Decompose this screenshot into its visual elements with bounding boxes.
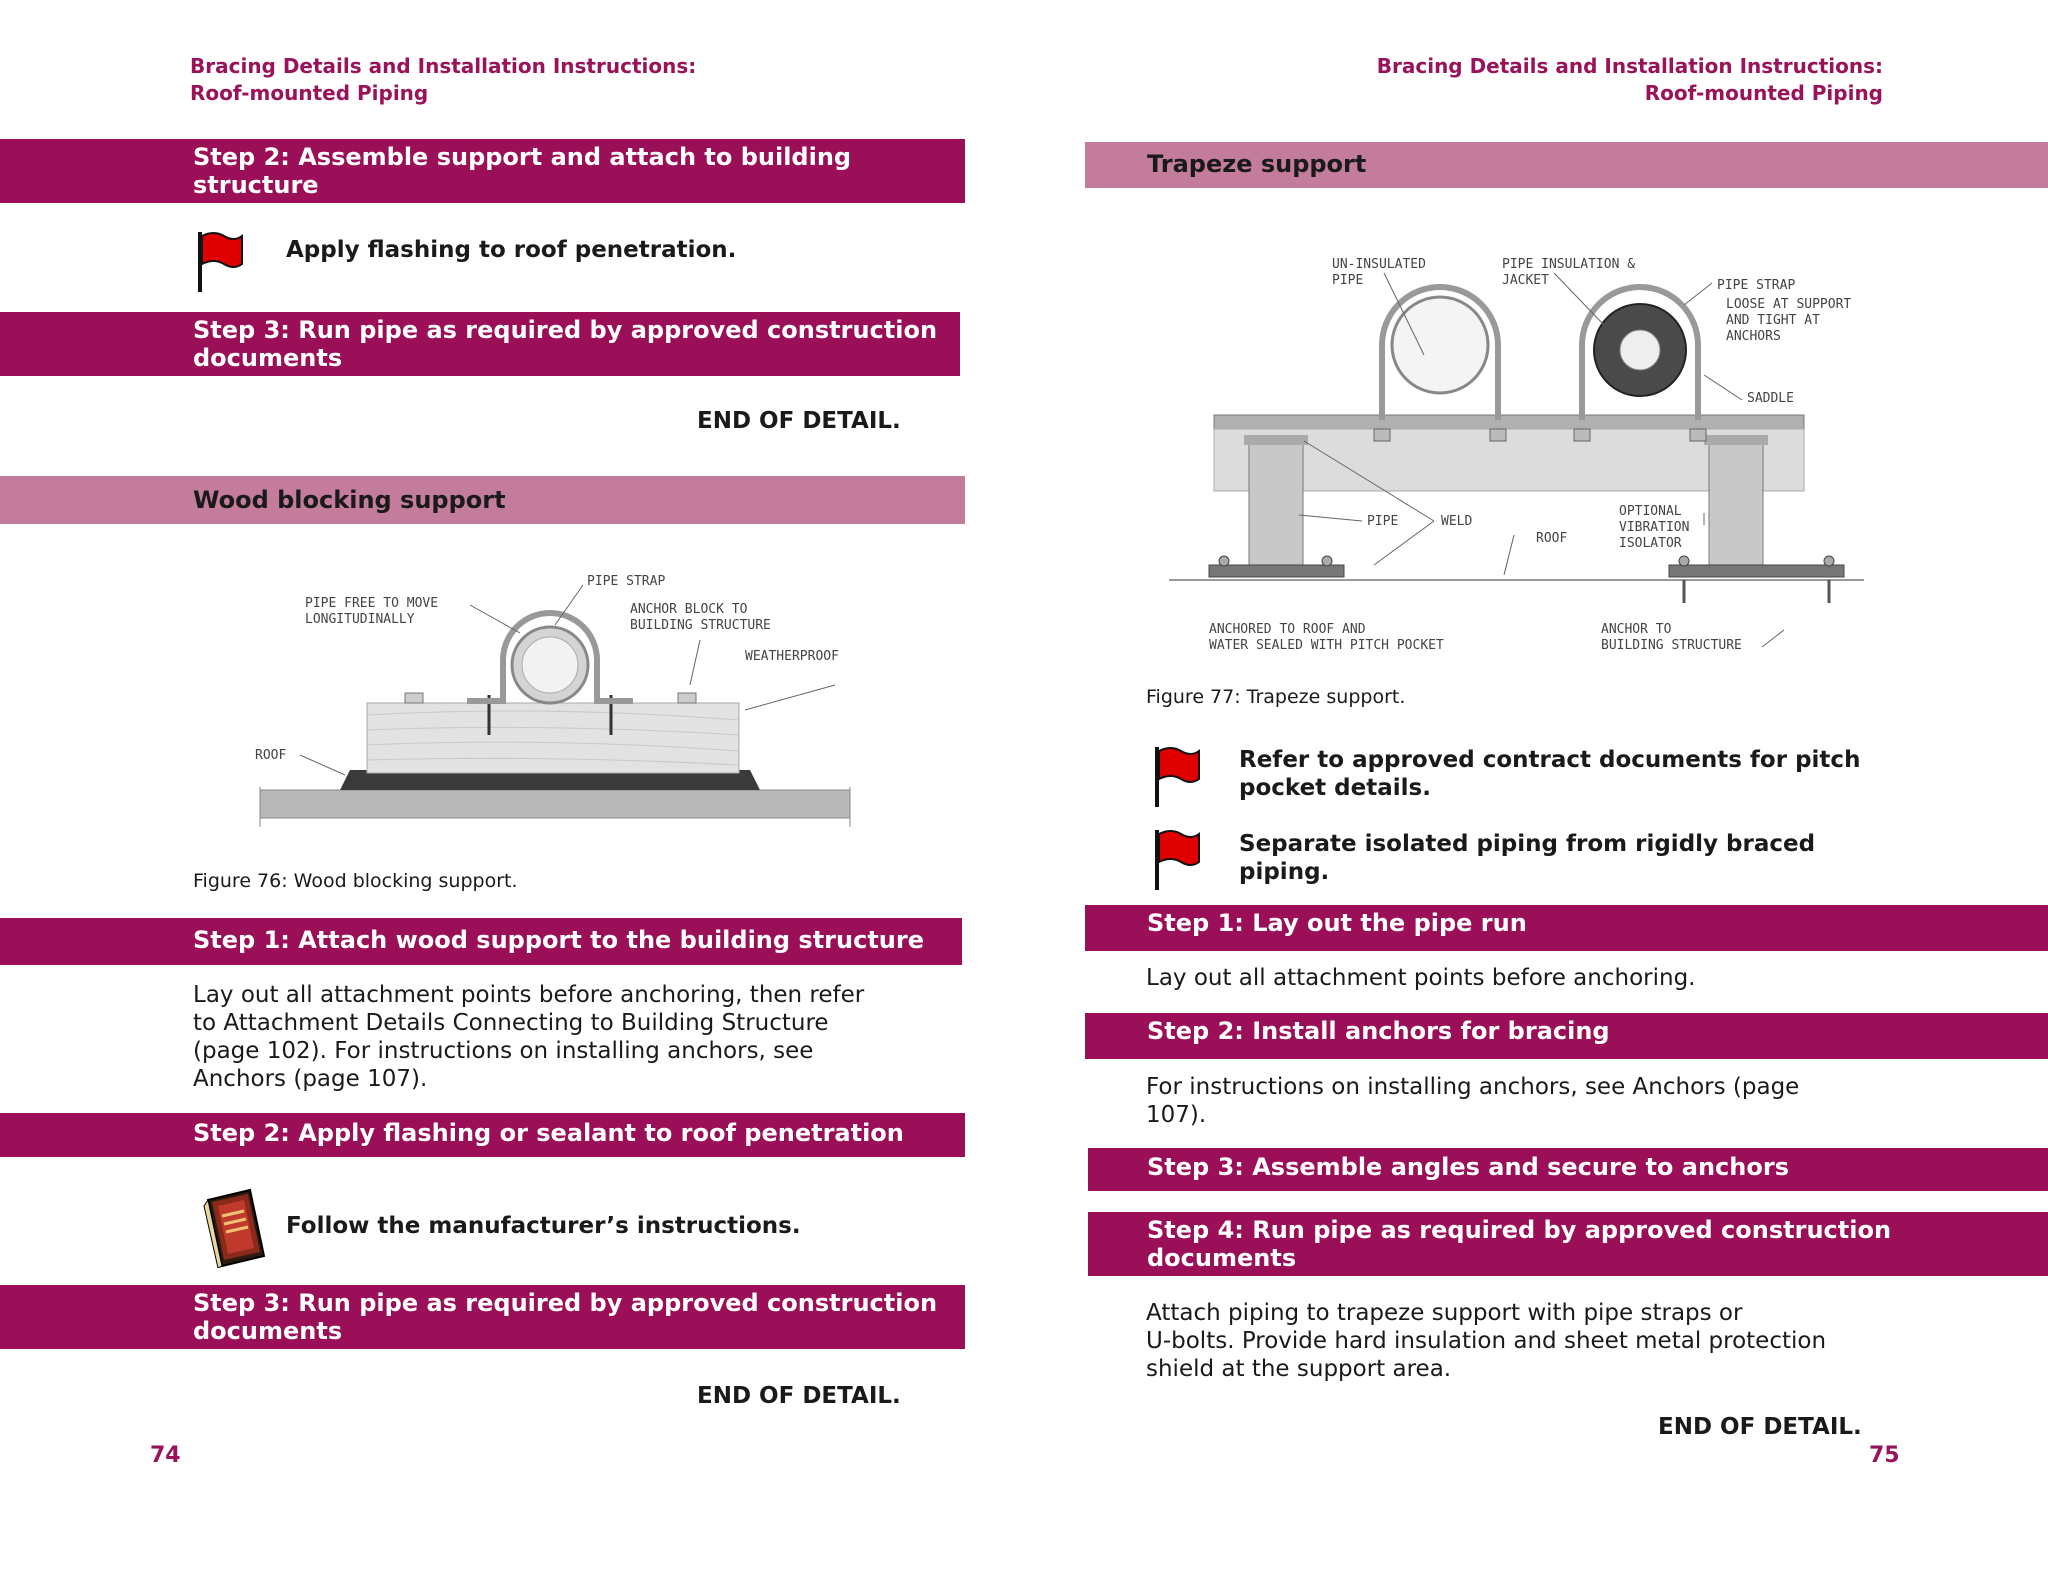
label-roof: ROOF	[255, 748, 287, 763]
label-pipe-insulation: PIPE INSULATION &	[1502, 257, 1636, 272]
red-flag-icon	[1153, 745, 1203, 809]
step-heading: Step 2: Install anchors for bracing	[1085, 1013, 2048, 1059]
manual-book-icon	[198, 1186, 272, 1268]
running-head	[190, 53, 696, 107]
label-weld: WELD	[1441, 514, 1473, 529]
label-pipe-free: PIPE FREE TO MOVE	[305, 596, 439, 611]
label-pipe-strap: PIPE STRAP	[587, 574, 666, 589]
label-pipe-strap: PIPE STRAP	[1717, 278, 1796, 293]
figure-76-diagram	[245, 565, 885, 835]
label-roof: ROOF	[1536, 531, 1568, 546]
step-heading: Step 2: Assemble support and attach to building structure	[0, 139, 965, 203]
flag-note: Separate isolated piping from rigidly braced piping.	[1239, 831, 1816, 885]
step2-body: For instructions on installing anchors, see Anchors (page 107).	[1146, 1074, 1800, 1128]
label-anchor-block: ANCHOR BLOCK TO	[630, 602, 748, 617]
flag-note: Apply flashing to roof penetration.	[286, 237, 737, 263]
label-optional: OPTIONAL	[1619, 504, 1682, 519]
figure-77-diagram	[1164, 245, 1884, 665]
step-heading: Step 2: Apply flashing or sealant to roof penetration	[0, 1113, 965, 1157]
label-jacket: JACKET	[1502, 273, 1549, 288]
label-longitudinally: LONGITUDINALLY	[305, 612, 415, 627]
label-anchored-to-roof: ANCHORED TO ROOF AND	[1209, 622, 1366, 637]
label-anchors: ANCHORS	[1726, 329, 1781, 344]
end-of-detail: END OF DETAIL.	[697, 1383, 901, 1409]
page-number: 75	[1869, 1443, 1900, 1468]
step-heading: Step 4: Run pipe as required by approved construction documents	[1088, 1212, 2048, 1276]
figure-76-caption: Figure 76: Wood blocking support.	[193, 870, 518, 892]
figure-77-caption: Figure 77: Trapeze support.	[1146, 686, 1406, 708]
label-building-structure: BUILDING STRUCTURE	[1601, 638, 1742, 653]
red-flag-icon	[1153, 828, 1203, 892]
step1-body: Lay out all attachment points before anchoring.	[1146, 965, 1696, 991]
step-heading: Step 3: Run pipe as required by approved construction documents	[0, 312, 960, 376]
page-number: 74	[150, 1443, 181, 1468]
step-heading: Step 1: Lay out the pipe run	[1085, 905, 2048, 951]
section-heading-trapeze: Trapeze support	[1085, 142, 2048, 188]
label-pipe-post: PIPE	[1367, 514, 1399, 529]
red-flag-icon	[196, 230, 246, 294]
label-weatherproof: WEATHERPROOF	[745, 649, 839, 664]
step-heading: Step 1: Attach wood support to the building structure	[0, 918, 962, 965]
section-heading-wood: Wood blocking support	[0, 476, 965, 524]
label-saddle: SADDLE	[1747, 391, 1794, 406]
end-of-detail: END OF DETAIL.	[1658, 1414, 1862, 1440]
label-water-sealed: WATER SEALED WITH PITCH POCKET	[1209, 638, 1444, 653]
label-anchor-to: ANCHOR TO	[1601, 622, 1672, 637]
label-pipe: PIPE	[1332, 273, 1364, 288]
running-head-line2: Roof-mounted Piping	[1644, 81, 1883, 105]
step-heading: Step 3: Run pipe as required by approved construction documents	[0, 1285, 965, 1349]
running-head-line1: Bracing Details and Installation Instructions:	[190, 54, 697, 78]
flag-note: Refer to approved contract documents for pitch pocket details.	[1239, 747, 1861, 801]
label-loose: LOOSE AT SUPPORT	[1726, 297, 1852, 312]
running-head-line2: Roof-mounted Piping	[190, 81, 429, 105]
label-isolator: ISOLATOR	[1619, 536, 1682, 551]
step1-body: Lay out all attachment points before anchoring, then refer to Attachment Details Connecting to Building Structure (page 102). For instructions on installing anchors, see Anchors (page 107).	[193, 982, 865, 1092]
running-head	[1377, 53, 1883, 107]
running-head-line1: Bracing Details and Installation Instructions:	[1376, 54, 1883, 78]
end-of-detail: END OF DETAIL.	[697, 408, 901, 434]
right-page	[1024, 0, 2048, 1582]
step-heading: Step 3: Assemble angles and secure to anchors	[1088, 1148, 2048, 1191]
step4-body: Attach piping to trapeze support with pipe straps or U-bolts. Provide hard insulation and sheet metal protection shield at the support area.	[1146, 1300, 1827, 1382]
label-and-tight: AND TIGHT AT	[1726, 313, 1820, 328]
label-uninsulated: UN-INSULATED	[1332, 257, 1426, 272]
label-vibration: VIBRATION	[1619, 520, 1690, 535]
label-building-structure: BUILDING STRUCTURE	[630, 618, 771, 633]
book-note: Follow the manufacturer’s instructions.	[286, 1213, 801, 1239]
